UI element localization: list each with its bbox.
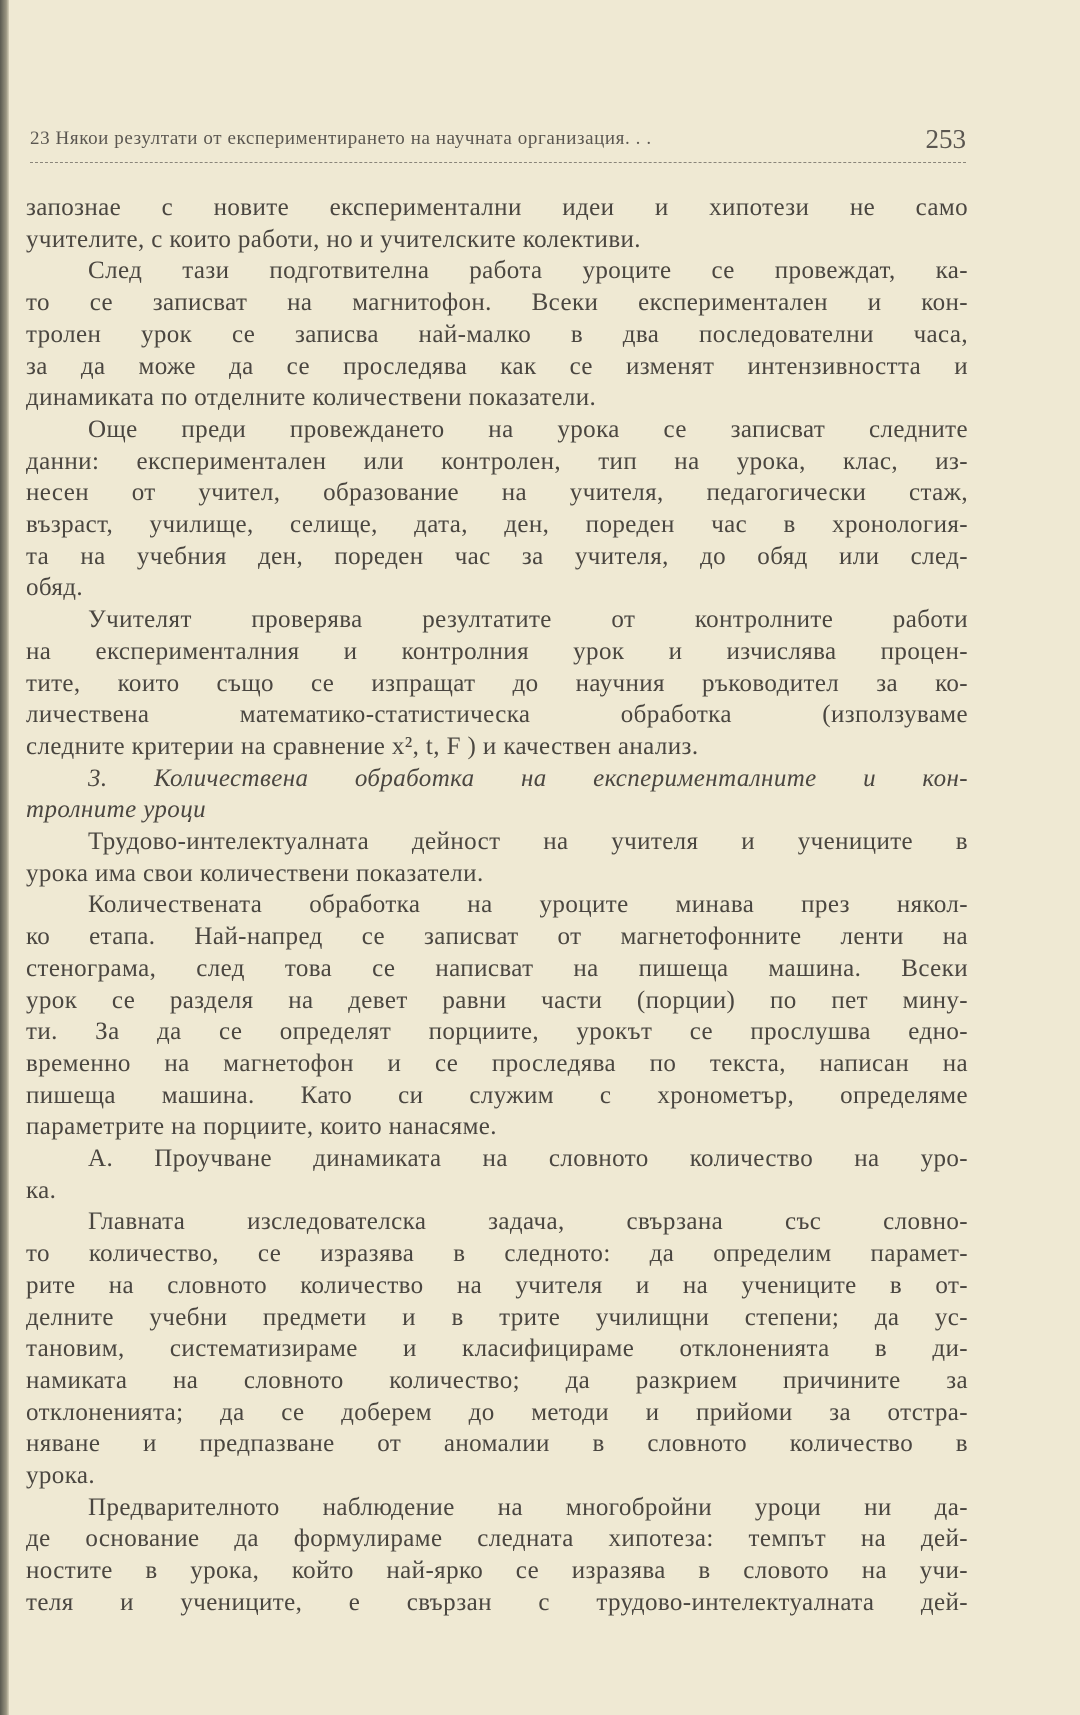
text-line: намиката на словното количество; да разкрием причините за bbox=[26, 1366, 968, 1394]
text-line: възраст, училище, селище, дата, ден, пореден час в хронология- bbox=[26, 511, 968, 538]
text-line: урок се разделя на девет равни части (порции) по пет мину- bbox=[26, 986, 968, 1014]
page-edge-shadow bbox=[0, 0, 9, 1715]
running-title: 23 Някои резултати от експериментирането на научната организация. . . bbox=[30, 128, 652, 149]
text-line: Още преди провеждането на урока се записват следните bbox=[88, 415, 968, 443]
text-line: делните учебни предмети и в трите училищни степени; да ус- bbox=[26, 1303, 968, 1331]
text-line: данни: експериментален или контролен, тип на урока, клас, из- bbox=[26, 447, 968, 475]
text-line: А. Проучване динамиката на словното количество на уро- bbox=[88, 1145, 968, 1172]
text-line: Трудово-интелектуалната дейност на учителя и учениците в bbox=[88, 828, 968, 855]
text-line: пишеща машина. Като си служим с хронометър, определяме bbox=[26, 1081, 968, 1109]
text-line: стенограма, след това се написват на пишеща машина. Всеки bbox=[26, 954, 968, 982]
text-line: несен от учител, образование на учителя, педагогически стаж, bbox=[26, 479, 968, 507]
text-line: запознае с новите експериментални идеи и хипотези не само bbox=[26, 194, 968, 221]
text-line: Учителят проверява резултатите от контролните работи bbox=[88, 606, 968, 634]
text-line: за да може да се проследява как се изменят интензивността и bbox=[26, 352, 968, 380]
text-line: рите на словното количество на учителя и на учениците в от- bbox=[26, 1271, 968, 1299]
text-line: ка. bbox=[26, 1176, 57, 1204]
running-header bbox=[30, 124, 966, 156]
text-line: динамиката по отделните количествени показатели. bbox=[26, 384, 597, 412]
text-line: ко етапа. Най-напред се записват от магнетофонните ленти на bbox=[26, 923, 968, 951]
text-line: Предварителното наблюдение на многобройни уроци ни да- bbox=[88, 1493, 968, 1521]
text-line: та на учебния ден, пореден час за учителя, до обяд или след- bbox=[26, 542, 968, 570]
text-line: урока има свои количествени показатели. bbox=[26, 859, 484, 887]
text-line: Количествената обработка на уроците минава през някол- bbox=[88, 891, 968, 919]
text-line: на експерименталния и контролния урок и изчислява процен- bbox=[26, 637, 968, 665]
text-line: временно на магнетофон и се проследява по текста, написан на bbox=[26, 1049, 968, 1077]
text-line: 3. Количествена обработка на експерименталните и кон- bbox=[88, 764, 968, 792]
text-line: няване и предпазване от аномалии в словното количество в bbox=[26, 1430, 968, 1458]
text-line: то се записват на магнитофон. Всеки експериментален и кон- bbox=[26, 289, 968, 317]
text-line: отклоненията; да се доберем до методи и прийоми за отстра- bbox=[26, 1398, 968, 1426]
text-line: ностите в урока, който най-ярко се изразява в словото на учи- bbox=[26, 1557, 968, 1585]
text-line: следните критерии на сравнение x², t, F ) и качествен анализ. bbox=[26, 732, 699, 760]
text-line: След тази подготвителна работа уроците се провеждат, ка- bbox=[88, 257, 968, 285]
text-line: урока. bbox=[26, 1462, 96, 1489]
text-line: тролните уроци bbox=[26, 796, 207, 824]
text-line: личествена математико-статистическа обработка (използуваме bbox=[26, 701, 968, 729]
text-line: тите, които също се изпращат до научния ръководител за ко- bbox=[26, 669, 968, 697]
text-line: де основание да формулираме следната хипотеза: темпът на дей- bbox=[26, 1525, 968, 1553]
page-number: 253 bbox=[925, 124, 966, 154]
text-line: то количество, се изразява в следното: да определим парамет- bbox=[26, 1240, 968, 1268]
text-line: обяд. bbox=[26, 574, 84, 602]
text-line: Главната изследователска задача, свързана със словно- bbox=[88, 1208, 968, 1236]
text-line: тановим, систематизираме и класифицираме отклоненията в ди- bbox=[26, 1335, 968, 1363]
text-line: ти. За да се определят порциите, урокът се прослушва едно- bbox=[26, 1018, 968, 1046]
text-line: теля и учениците, е свързан с трудово-интелектуалната дей- bbox=[26, 1588, 968, 1616]
text-line: параметрите на порциите, които нанасяме. bbox=[26, 1113, 497, 1141]
header-rule bbox=[30, 162, 966, 163]
text-line: тролен урок се записва най-малко в два последователни часа, bbox=[26, 320, 968, 348]
text-line: учителите, с които работи, но и учителските колективи. bbox=[26, 225, 641, 253]
